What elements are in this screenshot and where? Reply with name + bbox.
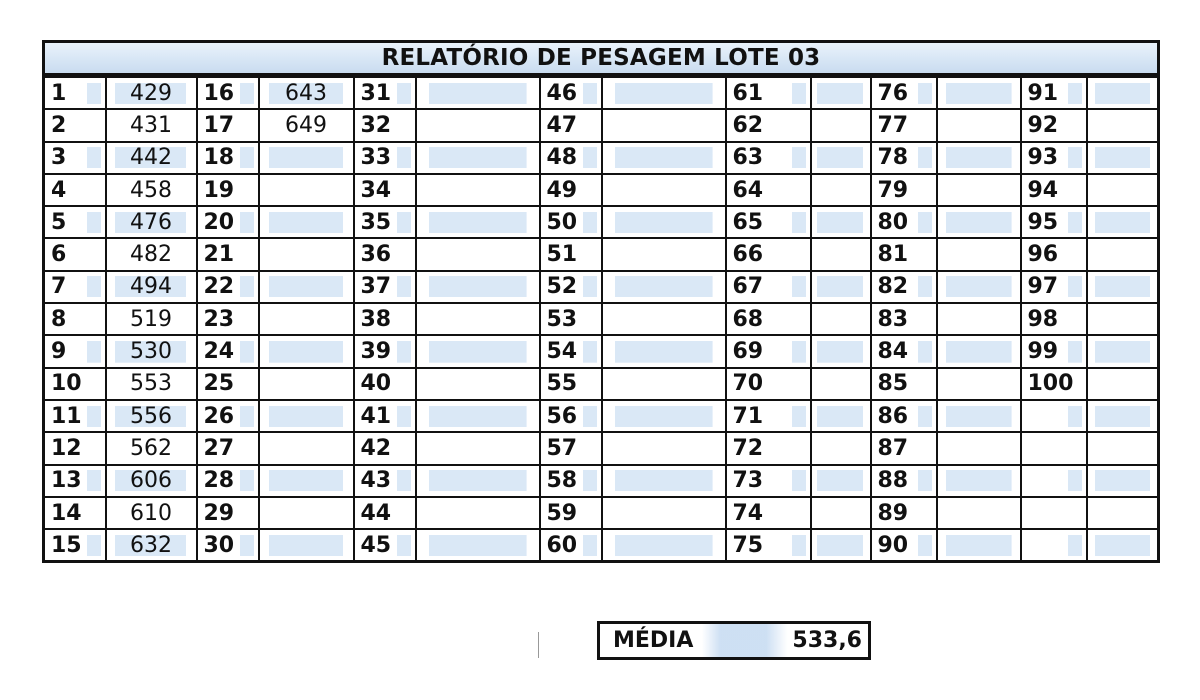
animal-number-cell[interactable]: 6 [44, 238, 106, 270]
animal-number-cell[interactable]: 93 [1021, 142, 1087, 174]
animal-number-cell[interactable]: 69 [726, 335, 811, 367]
animal-number-cell[interactable]: 87 [871, 432, 937, 464]
animal-number-cell[interactable]: 97 [1021, 271, 1087, 303]
animal-number-cell[interactable]: 45 [354, 529, 416, 561]
weight-cell[interactable] [416, 529, 540, 561]
animal-number-cell[interactable]: 82 [871, 271, 937, 303]
weight-cell[interactable] [416, 303, 540, 335]
weight-cell[interactable]: 556 [106, 400, 197, 432]
animal-number-cell[interactable]: 37 [354, 271, 416, 303]
animal-number-cell[interactable]: 41 [354, 400, 416, 432]
animal-number-cell[interactable]: 19 [197, 174, 259, 206]
animal-number-cell[interactable]: 48 [540, 142, 602, 174]
weight-cell[interactable] [416, 109, 540, 141]
weight-cell[interactable] [259, 432, 354, 464]
weight-cell[interactable] [416, 238, 540, 270]
weight-cell[interactable] [602, 400, 726, 432]
animal-number-cell[interactable]: 50 [540, 206, 602, 238]
animal-number-cell[interactable]: 98 [1021, 303, 1087, 335]
animal-number-cell[interactable]: 47 [540, 109, 602, 141]
animal-number-cell[interactable]: 28 [197, 465, 259, 497]
animal-number-cell[interactable]: 80 [871, 206, 937, 238]
animal-number-cell[interactable]: 91 [1021, 77, 1087, 109]
animal-number-cell[interactable]: 88 [871, 465, 937, 497]
weight-cell[interactable]: 431 [106, 109, 197, 141]
animal-number-cell[interactable]: 12 [44, 432, 106, 464]
weight-cell[interactable]: 530 [106, 335, 197, 367]
animal-number-cell[interactable]: 72 [726, 432, 811, 464]
table-row [44, 335, 1159, 367]
weight-cell[interactable] [811, 271, 871, 303]
weight-cell[interactable] [811, 432, 871, 464]
animal-number-cell[interactable]: 63 [726, 142, 811, 174]
weight-cell[interactable] [937, 529, 1021, 561]
table-row [44, 432, 1159, 464]
weight-cell[interactable] [416, 368, 540, 400]
animal-number-cell[interactable]: 49 [540, 174, 602, 206]
report-title: RELATÓRIO DE PESAGEM LOTE 03 [381, 45, 821, 71]
weight-cell[interactable]: 458 [106, 174, 197, 206]
weight-cell[interactable] [259, 335, 354, 367]
weight-cell[interactable]: 632 [106, 529, 197, 561]
animal-number-cell[interactable]: 70 [726, 368, 811, 400]
animal-number-cell[interactable]: 90 [871, 529, 937, 561]
weight-cell[interactable] [811, 497, 871, 529]
weight-cell[interactable] [259, 271, 354, 303]
weight-cell[interactable] [937, 271, 1021, 303]
animal-number-cell[interactable]: 5 [44, 206, 106, 238]
weight-cell[interactable] [811, 77, 871, 109]
animal-number-cell[interactable]: 8 [44, 303, 106, 335]
animal-number-cell[interactable]: 38 [354, 303, 416, 335]
animal-number-cell[interactable]: 20 [197, 206, 259, 238]
weight-cell[interactable] [811, 335, 871, 367]
animal-number-cell[interactable]: 60 [540, 529, 602, 561]
weight-cell[interactable] [259, 206, 354, 238]
weight-cell[interactable] [416, 206, 540, 238]
animal-number-cell[interactable]: 83 [871, 303, 937, 335]
animal-number-cell[interactable]: 51 [540, 238, 602, 270]
animal-number-cell[interactable]: 32 [354, 109, 416, 141]
animal-number-cell[interactable]: 27 [197, 432, 259, 464]
weight-cell[interactable] [602, 303, 726, 335]
weight-cell[interactable] [811, 142, 871, 174]
weight-cell[interactable] [937, 497, 1021, 529]
animal-number-cell[interactable]: 22 [197, 271, 259, 303]
table-row [44, 77, 1159, 109]
animal-number-cell[interactable]: 17 [197, 109, 259, 141]
animal-number-cell[interactable]: 75 [726, 529, 811, 561]
animal-number-cell[interactable]: 44 [354, 497, 416, 529]
animal-number-cell[interactable]: 4 [44, 174, 106, 206]
animal-number-cell[interactable]: 42 [354, 432, 416, 464]
animal-number-cell[interactable]: 11 [44, 400, 106, 432]
animal-number-cell[interactable]: 92 [1021, 109, 1087, 141]
animal-number-cell[interactable]: 40 [354, 368, 416, 400]
weight-cell[interactable] [1087, 529, 1159, 561]
weight-cell[interactable] [937, 465, 1021, 497]
animal-number-cell[interactable]: 99 [1021, 335, 1087, 367]
animal-number-cell[interactable]: 55 [540, 368, 602, 400]
animal-number-cell[interactable]: 52 [540, 271, 602, 303]
weight-cell[interactable]: 562 [106, 432, 197, 464]
animal-number-cell[interactable]: 13 [44, 465, 106, 497]
average-value: 533,6 [792, 628, 862, 653]
weight-cell[interactable] [937, 368, 1021, 400]
animal-number-cell[interactable] [1021, 400, 1087, 432]
weight-cell[interactable]: 476 [106, 206, 197, 238]
animal-number-cell[interactable]: 39 [354, 335, 416, 367]
animal-number-cell[interactable]: 15 [44, 529, 106, 561]
animal-number-cell[interactable]: 9 [44, 335, 106, 367]
weight-cell[interactable] [1087, 271, 1159, 303]
animal-number-cell[interactable]: 59 [540, 497, 602, 529]
weight-cell[interactable] [937, 142, 1021, 174]
weight-cell[interactable] [602, 174, 726, 206]
weight-cell[interactable] [1087, 368, 1159, 400]
weight-cell[interactable] [602, 142, 726, 174]
animal-number-cell[interactable]: 81 [871, 238, 937, 270]
weight-cell[interactable]: 643 [259, 77, 354, 109]
weight-cell[interactable] [811, 174, 871, 206]
weighing-report [42, 40, 1160, 563]
weight-cell[interactable] [416, 271, 540, 303]
weight-cell[interactable] [602, 77, 726, 109]
table-row [44, 368, 1159, 400]
weight-cell[interactable] [811, 465, 871, 497]
average-box [597, 621, 871, 660]
average-label: MÉDIA [613, 628, 694, 653]
weight-cell[interactable]: 606 [106, 465, 197, 497]
weight-cell[interactable] [602, 238, 726, 270]
animal-number-cell[interactable]: 66 [726, 238, 811, 270]
weight-cell[interactable] [937, 77, 1021, 109]
animal-number-cell[interactable]: 35 [354, 206, 416, 238]
animal-number-cell[interactable]: 14 [44, 497, 106, 529]
weight-cell[interactable] [416, 400, 540, 432]
table-row [44, 529, 1159, 561]
animal-number-cell[interactable]: 46 [540, 77, 602, 109]
animal-number-cell[interactable]: 16 [197, 77, 259, 109]
animal-number-cell[interactable]: 43 [354, 465, 416, 497]
animal-number-cell[interactable]: 23 [197, 303, 259, 335]
weight-cell[interactable] [937, 432, 1021, 464]
animal-number-cell[interactable]: 64 [726, 174, 811, 206]
table-row [44, 400, 1159, 432]
animal-number-cell[interactable]: 1 [44, 77, 106, 109]
animal-number-cell[interactable]: 89 [871, 497, 937, 529]
animal-number-cell[interactable]: 94 [1021, 174, 1087, 206]
animal-number-cell[interactable] [1021, 465, 1087, 497]
animal-number-cell[interactable]: 61 [726, 77, 811, 109]
weight-cell[interactable] [602, 465, 726, 497]
animal-number-cell[interactable]: 10 [44, 368, 106, 400]
animal-number-cell[interactable]: 18 [197, 142, 259, 174]
weight-cell[interactable] [937, 303, 1021, 335]
animal-number-cell[interactable] [1021, 432, 1087, 464]
weight-cell[interactable] [1087, 109, 1159, 141]
animal-number-cell[interactable]: 54 [540, 335, 602, 367]
weight-cell[interactable]: 442 [106, 142, 197, 174]
animal-number-cell[interactable]: 25 [197, 368, 259, 400]
animal-number-cell[interactable]: 21 [197, 238, 259, 270]
weight-cell[interactable] [602, 109, 726, 141]
weight-cell[interactable] [259, 368, 354, 400]
table-row [44, 497, 1159, 529]
weight-cell[interactable] [602, 335, 726, 367]
weight-cell[interactable] [416, 174, 540, 206]
report-title-bar [42, 40, 1160, 76]
animal-number-cell[interactable]: 7 [44, 271, 106, 303]
animal-number-cell[interactable]: 31 [354, 77, 416, 109]
animal-number-cell[interactable]: 57 [540, 432, 602, 464]
weight-cell[interactable]: 649 [259, 109, 354, 141]
weight-cell[interactable] [937, 335, 1021, 367]
weight-cell[interactable] [937, 109, 1021, 141]
weight-cell[interactable] [1087, 335, 1159, 367]
weight-cell[interactable]: 519 [106, 303, 197, 335]
animal-number-cell[interactable]: 24 [197, 335, 259, 367]
table-row [44, 271, 1159, 303]
animal-number-cell[interactable]: 33 [354, 142, 416, 174]
weight-cell[interactable] [937, 206, 1021, 238]
weight-cell[interactable] [416, 497, 540, 529]
table-row [44, 303, 1159, 335]
weight-cell[interactable] [602, 271, 726, 303]
weight-cell[interactable] [259, 238, 354, 270]
weight-cell[interactable] [811, 529, 871, 561]
weight-cell[interactable] [259, 465, 354, 497]
animal-number-cell[interactable]: 3 [44, 142, 106, 174]
animal-number-cell[interactable] [1021, 497, 1087, 529]
weight-cell[interactable]: 494 [106, 271, 197, 303]
weight-cell[interactable] [602, 432, 726, 464]
weight-cell[interactable] [1087, 400, 1159, 432]
animal-number-cell[interactable]: 77 [871, 109, 937, 141]
weight-cell[interactable]: 553 [106, 368, 197, 400]
weight-cell[interactable] [1087, 238, 1159, 270]
animal-number-cell[interactable]: 74 [726, 497, 811, 529]
table-row [44, 142, 1159, 174]
animal-number-cell[interactable]: 73 [726, 465, 811, 497]
table-row [44, 206, 1159, 238]
animal-number-cell[interactable]: 58 [540, 465, 602, 497]
animal-number-cell[interactable]: 65 [726, 206, 811, 238]
weight-cell[interactable] [416, 142, 540, 174]
weight-cell[interactable] [416, 77, 540, 109]
weight-cell[interactable] [1087, 303, 1159, 335]
weight-cell[interactable] [416, 465, 540, 497]
weight-cell[interactable] [1087, 465, 1159, 497]
weight-cell[interactable] [259, 497, 354, 529]
weight-cell[interactable] [1087, 142, 1159, 174]
animal-number-cell[interactable]: 62 [726, 109, 811, 141]
animal-number-cell[interactable]: 2 [44, 109, 106, 141]
weight-cell[interactable] [602, 206, 726, 238]
weight-cell[interactable] [1087, 432, 1159, 464]
weight-cell[interactable] [811, 368, 871, 400]
weight-cell[interactable] [416, 432, 540, 464]
animal-number-cell[interactable]: 53 [540, 303, 602, 335]
weight-cell[interactable]: 482 [106, 238, 197, 270]
weight-cell[interactable] [416, 335, 540, 367]
animal-number-cell[interactable]: 78 [871, 142, 937, 174]
animal-number-cell[interactable]: 84 [871, 335, 937, 367]
weight-cell[interactable] [259, 400, 354, 432]
weight-cell[interactable] [937, 238, 1021, 270]
weight-cell[interactable]: 610 [106, 497, 197, 529]
animal-number-cell[interactable]: 76 [871, 77, 937, 109]
animal-number-cell[interactable]: 96 [1021, 238, 1087, 270]
table-row [44, 109, 1159, 141]
animal-number-cell[interactable]: 30 [197, 529, 259, 561]
animal-number-cell[interactable]: 26 [197, 400, 259, 432]
animal-number-cell[interactable]: 95 [1021, 206, 1087, 238]
weight-cell[interactable] [811, 206, 871, 238]
weight-cell[interactable] [602, 529, 726, 561]
animal-number-cell[interactable]: 34 [354, 174, 416, 206]
weight-cell[interactable] [602, 497, 726, 529]
animal-number-cell[interactable]: 67 [726, 271, 811, 303]
weight-cell[interactable] [602, 368, 726, 400]
animal-number-cell[interactable]: 36 [354, 238, 416, 270]
weight-cell[interactable] [1087, 497, 1159, 529]
weight-cell[interactable] [811, 238, 871, 270]
weight-cell[interactable] [1087, 77, 1159, 109]
animal-number-cell[interactable]: 85 [871, 368, 937, 400]
animal-number-cell[interactable]: 29 [197, 497, 259, 529]
weight-cell[interactable]: 429 [106, 77, 197, 109]
weight-cell[interactable] [259, 142, 354, 174]
weight-table [42, 76, 1160, 563]
weight-cell[interactable] [259, 303, 354, 335]
animal-number-cell[interactable] [1021, 529, 1087, 561]
table-row [44, 174, 1159, 206]
table-row [44, 238, 1159, 270]
weight-cell[interactable] [811, 303, 871, 335]
weight-cell[interactable] [259, 529, 354, 561]
weight-cell[interactable] [1087, 206, 1159, 238]
weight-cell[interactable] [811, 400, 871, 432]
text-cursor-mark [538, 632, 539, 658]
animal-number-cell[interactable]: 56 [540, 400, 602, 432]
animal-number-cell[interactable]: 68 [726, 303, 811, 335]
animal-number-cell[interactable]: 86 [871, 400, 937, 432]
weight-cell[interactable] [937, 174, 1021, 206]
table-row [44, 465, 1159, 497]
weight-cell[interactable] [1087, 174, 1159, 206]
weight-cell[interactable] [811, 109, 871, 141]
animal-number-cell[interactable]: 71 [726, 400, 811, 432]
animal-number-cell[interactable]: 100 [1021, 368, 1087, 400]
weight-cell[interactable] [259, 174, 354, 206]
animal-number-cell[interactable]: 79 [871, 174, 937, 206]
weight-cell[interactable] [937, 400, 1021, 432]
